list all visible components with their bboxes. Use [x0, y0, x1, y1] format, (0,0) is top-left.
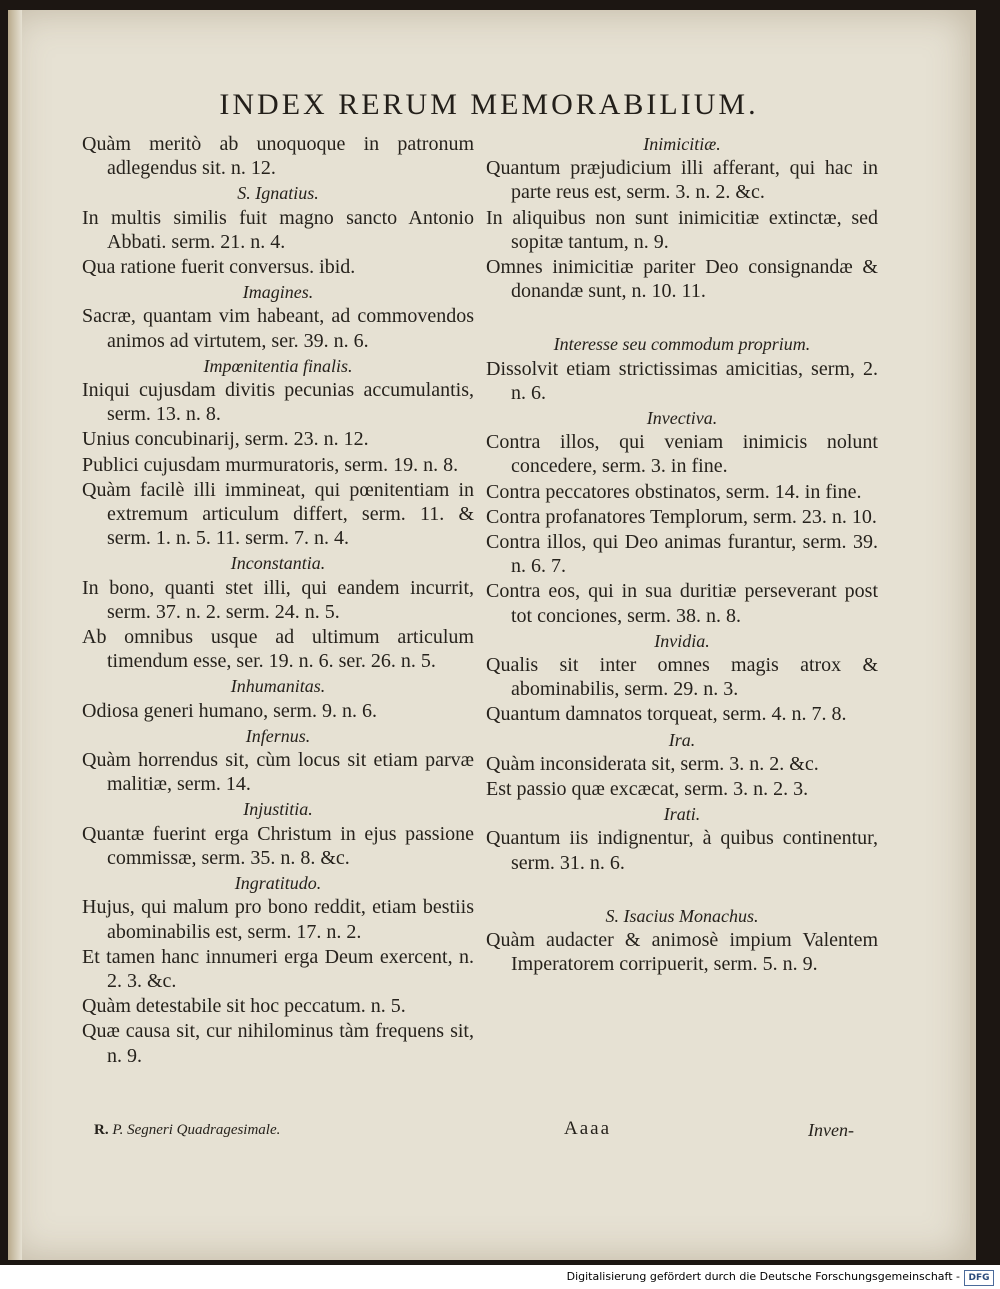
index-heading: Ira. — [668, 729, 696, 750]
index-entry: In bono, quanti stet illi, qui eandem incurrit, serm. 37. n. 2. serm. 24. n. 5. — [82, 576, 474, 623]
index-entry: Quàm meritò ab unoquoque in patronum adlegendus sit. n. 12. — [82, 133, 474, 180]
index-entry: Contra illos, qui Deo animas furantur, serm. 39. n. 6. 7. — [486, 531, 878, 578]
book-page — [8, 10, 976, 1260]
signature-mark: R. — [94, 1122, 109, 1138]
index-entry: Contra peccatores obstinatos, serm. 14. in fine. — [486, 480, 862, 503]
index-entry: Quæ causa sit, cur nihilominus tàm frequens sit, n. 9. — [82, 1020, 474, 1067]
index-heading: Impœnitentia finalis. — [203, 355, 353, 376]
index-entry: Quàm facilè illi immineat, qui pœnitentiam in extremum articulum differt, serm. 11. & serm. 1. n. 5. 11. serm. 7. n. 4. — [82, 478, 474, 550]
index-entry: Odiosa generi humano, serm. 9. n. 6. — [82, 699, 377, 722]
index-entry: Et tamen hanc innumeri erga Deum exercent, n. 2. 3. &c. — [82, 945, 474, 992]
index-entry: Qualis sit inter omnes magis atrox & abominabilis, serm. 29. n. 3. — [486, 654, 878, 701]
right-column — [486, 132, 878, 978]
index-entry: Publici cujusdam murmuratoris, serm. 19. n. 8. — [82, 453, 459, 476]
index-entry: Quantum damnatos torqueat, serm. 4. n. 7. 8. — [486, 703, 847, 726]
index-entry: Contra eos, qui in sua duritiæ perseverant post tot conciones, serm. 38. n. 8. — [486, 580, 878, 627]
index-entry: Quàm detestabile sit hoc peccatum. n. 5. — [82, 995, 406, 1018]
index-entry: Quantum iis indignentur, à quibus continentur, serm. 31. n. 6. — [486, 827, 878, 874]
index-entry: Quantum præjudicium illi afferant, qui hac in parte reus est, serm. 3. n. 2. &c. — [486, 157, 878, 204]
index-entry: Quàm inconsiderata sit, serm. 3. n. 2. &c. — [486, 752, 819, 775]
index-entry: Hujus, qui malum pro bono reddit, etiam bestiis abominabilis est, serm. 17. n. 2. — [82, 896, 474, 943]
index-entry: Ab omnibus usque ad ultimum articulum timendum esse, ser. 19. n. 6. ser. 26. n. 5. — [82, 626, 474, 673]
index-entry: Quàm audacter & animosè impium Valentem Imperatorem corripuerit, serm. 5. n. 9. — [486, 929, 878, 976]
index-heading: Irati. — [663, 804, 701, 825]
signature-text: P. Segneri Quadragesimale. — [112, 1122, 281, 1138]
folio-mark: Aaaa — [564, 1118, 612, 1139]
index-entry: In aliquibus non sunt inimicitiæ extinctæ, sed sopitæ tantum, n. 9. — [486, 206, 878, 253]
index-entry: Quàm horrendus sit, cùm locus sit etiam parvæ malitiæ, serm. 14. — [82, 749, 474, 796]
dfg-logo-icon: DFG — [964, 1270, 994, 1286]
catchword: Inven- — [808, 1120, 854, 1140]
page-spine-shadow — [8, 10, 22, 1260]
index-entry: Iniqui cujusdam divitis pecunias accumulantis, serm. 13. n. 8. — [82, 379, 474, 426]
index-entry: Contra profanatores Templorum, serm. 23. n. 10. — [486, 505, 877, 528]
index-heading: Imagines. — [242, 282, 314, 303]
index-heading: Invectiva. — [646, 408, 718, 429]
index-entry: Omnes inimicitiæ pariter Deo consignandæ & donandæ sunt, n. 10. 11. — [486, 256, 878, 303]
section-gap — [486, 304, 878, 332]
section-gap — [486, 876, 878, 904]
index-heading: S. Isacius Monachus. — [605, 905, 759, 926]
index-entry: Unius concubinarij, serm. 23. n. 12. — [82, 428, 369, 451]
index-entry: Contra illos, qui veniam inimicis nolunt concedere, serm. 3. in fine. — [486, 431, 878, 478]
index-entry: Quantæ fuerint erga Christum in ejus passione commissæ, serm. 35. n. 8. &c. — [82, 822, 474, 869]
index-heading: Inimicitiæ. — [643, 134, 721, 154]
index-heading: Injustitia. — [243, 799, 313, 820]
index-entry: Sacræ, quantam vim habeant, ad commovendos animos ad virtutem, ser. 39. n. 6. — [82, 305, 474, 352]
index-heading: Inhumanitas. — [230, 676, 326, 697]
signature-line — [94, 1122, 280, 1139]
index-heading: Invidia. — [654, 630, 710, 651]
running-head: INDEX RERUM MEMORABILIUM. — [219, 88, 759, 121]
index-heading: Inconstantia. — [230, 553, 326, 574]
left-column — [82, 132, 474, 1069]
index-heading: Infernus. — [245, 725, 311, 746]
index-entry: Dissolvit etiam strictissimas amicitias, serm, 2. n. 6. — [486, 357, 878, 404]
index-heading: Ingratitudo. — [234, 873, 322, 894]
index-entry: Est passio quæ excæcat, serm. 3. n. 2. 3. — [486, 778, 809, 801]
index-heading: S. Ignatius. — [237, 183, 319, 204]
index-entry: Qua ratione fuerit conversus. ibid. — [82, 256, 356, 279]
index-heading: Interesse seu commodum proprium. — [553, 334, 811, 355]
index-entry: In multis similis fuit magno sancto Antonio Abbati. serm. 21. n. 4. — [82, 206, 474, 253]
digitization-bar — [0, 1265, 1000, 1289]
digitization-note: Digitalisierung gefördert durch die Deutsche Forschungsgemeinschaft - — [566, 1270, 960, 1283]
